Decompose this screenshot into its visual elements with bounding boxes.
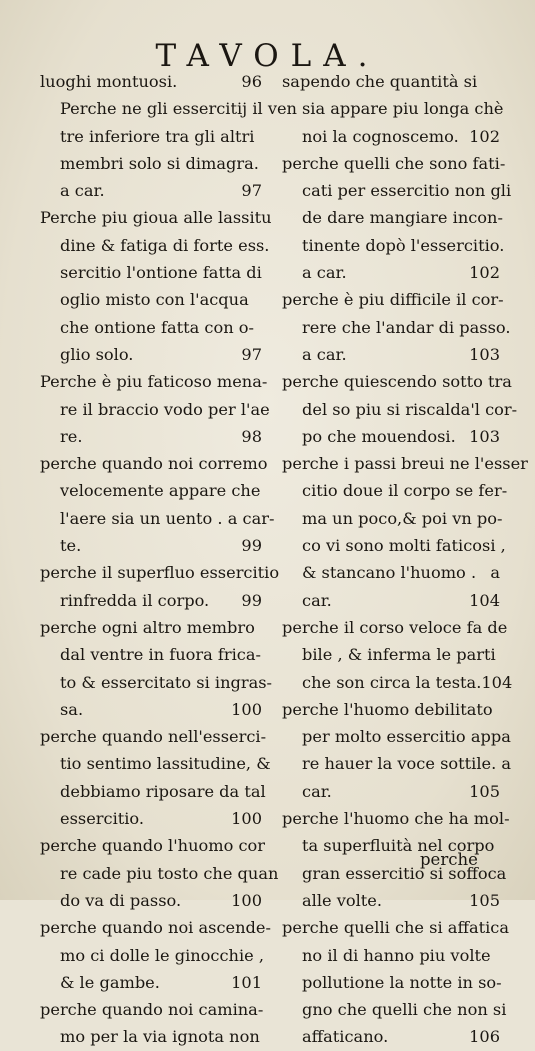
page-number: 102 [469, 126, 500, 146]
entry-text: luoghi montuosi. [40, 72, 178, 91]
entry-text: te. [60, 536, 82, 556]
entry-text: perche quiescendo sotto tra [282, 372, 512, 392]
index-entry-line [282, 559, 504, 586]
entry-text: Perche è piu faticoso mena- [40, 372, 268, 392]
index-entry-line [40, 969, 266, 996]
index-entry-line [282, 778, 504, 805]
index-entry-line [282, 750, 512, 777]
entry-text: perche l'huomo debilitato [282, 699, 493, 719]
index-entry-line [282, 532, 504, 559]
index-entry-line [40, 477, 266, 504]
index-entry-line [40, 314, 266, 341]
index-entry-line [40, 914, 271, 941]
index-entry-line [282, 696, 504, 723]
entry-text: bile , & inferma le parti [302, 645, 496, 665]
entry-text: perche quelli che sono fati- [282, 153, 506, 173]
index-entry-line [40, 123, 266, 150]
entry-text: perche quando noi corremo [40, 454, 268, 474]
entry-text: ta superfluità nel corpo [302, 836, 495, 856]
index-entry-line [40, 95, 297, 122]
entry-text: re hauer la voce sottile. a [302, 754, 512, 774]
index-entry-line [282, 969, 504, 996]
index-entry-line [282, 123, 504, 150]
index-entry-line [282, 1023, 504, 1050]
entry-text: & le gambe. [60, 972, 160, 992]
page-number: 97 [241, 344, 262, 364]
page-number: 105 [469, 781, 500, 801]
entry-text: gno che quelli che non si [302, 1000, 507, 1020]
entry-text: car. [302, 590, 332, 610]
entry-text: debbiamo riposare da tal [60, 781, 266, 801]
index-entry-line [282, 95, 504, 122]
entry-text: alle volte. [302, 890, 383, 910]
entry-text: sa. [60, 699, 84, 719]
entry-text: & stancano l'huomo . [302, 563, 477, 583]
index-entry-line [40, 177, 266, 204]
index-entry-line [282, 942, 504, 969]
index-entry-line [282, 587, 504, 614]
index-entry-line [40, 559, 280, 586]
entry-text: oglio misto con l'acqua [60, 290, 249, 310]
entry-text: no il di hanno piu volte [302, 945, 491, 965]
index-entry-line [282, 368, 512, 395]
index-entry-line [282, 996, 507, 1023]
index-entry-line [282, 150, 504, 177]
entry-text: citio doue il corpo se fer- [302, 481, 508, 501]
index-entry-line [282, 450, 528, 477]
index-entry-line [40, 696, 266, 723]
index-entry-line [282, 341, 504, 368]
entry-text: l'aere sia un uento . a car- [60, 508, 275, 528]
index-entry-line [40, 887, 266, 914]
entry-text: po che mouendosi. [302, 426, 456, 446]
entry-text: Perche ne gli essercitij il ven [60, 99, 297, 119]
index-entry-line [282, 314, 511, 341]
entry-text: sia appare piu longa chè [302, 99, 504, 119]
entry-text: a car. [60, 181, 105, 201]
index-entry-line [40, 750, 271, 777]
entry-text: car. [302, 781, 332, 801]
index-entry-line [282, 914, 509, 941]
page-heading: TAVOLA. [155, 38, 380, 74]
entry-text: che ontione fatta con o- [60, 317, 255, 337]
index-entry-line [40, 150, 266, 177]
index-entry-line [282, 423, 504, 450]
page-number: 98 [241, 426, 262, 446]
index-entry-line [282, 669, 513, 696]
index-entry-line [282, 641, 504, 668]
entry-text: essercitio. [60, 809, 145, 829]
entry-text: rere che l'andar di passo. [302, 317, 511, 337]
entry-text: velocemente appare che [60, 481, 261, 501]
index-entry-line [282, 805, 510, 832]
entry-text: perche i passi breui ne l'esser [282, 454, 528, 474]
entry-text: glio solo. [60, 344, 134, 364]
index-entry-line [40, 942, 266, 969]
index-entry-line [282, 477, 508, 504]
index-entry-line [282, 177, 512, 204]
index-entry-line [282, 286, 504, 313]
index-entry-line [40, 669, 273, 696]
page-number: 100 [231, 890, 262, 910]
index-entry-line [282, 887, 504, 914]
index-entry-line [40, 805, 266, 832]
page-number: a [490, 563, 500, 583]
entry-text: perche è piu difficile il cor- [282, 290, 504, 310]
entry-text: perche l'huomo che ha mol- [282, 809, 510, 829]
entry-text: re cade piu tosto che quan [60, 863, 279, 883]
entry-text: che son circa la testa. [302, 672, 482, 692]
page-number: 100 [231, 809, 262, 829]
index-entry-line [40, 614, 266, 641]
entry-text: membri solo si dimagra. [60, 153, 259, 173]
index-entry-line [40, 450, 266, 477]
entry-text: sapendo che quantità si [282, 72, 478, 91]
entry-text: mo per la via ignota non [60, 1027, 260, 1047]
entry-text: perche quando nell'esserci- [40, 727, 267, 747]
entry-text: co vi sono molti faticosi , [302, 536, 506, 556]
index-entry-line [40, 341, 266, 368]
index-entry-line [40, 505, 275, 532]
entry-text: a car. [302, 263, 347, 283]
entry-text: perche quando l'huomo cor [40, 836, 266, 856]
entry-text: to & essercitato si ingras- [60, 672, 273, 692]
page-number: 103 [469, 344, 500, 364]
index-entry-line [40, 423, 266, 450]
left-column [40, 68, 297, 1051]
entry-text: Perche piu gioua alle lassitu [40, 208, 272, 228]
page-number: 102 [469, 263, 500, 283]
entry-text: dine & fatiga di forte ess. [60, 235, 270, 255]
page-number: 99 [241, 590, 262, 610]
index-entry-line [40, 1023, 266, 1050]
entry-text: do va di passo. [60, 890, 182, 910]
index-entry-line [40, 996, 266, 1023]
entry-text: tio sentimo lassitudine, & [60, 754, 271, 774]
right-column [282, 68, 528, 1051]
index-entry-line [282, 259, 504, 286]
entry-text: re il braccio vodo per l'ae [60, 399, 270, 419]
page-number: 104 [469, 590, 500, 610]
entry-text: tre inferiore tra gli altri [60, 126, 255, 146]
page-number: 105 [469, 890, 500, 910]
index-entry-line [40, 587, 266, 614]
index-entry-line [282, 232, 504, 259]
entry-text: per molto essercitio appa [302, 727, 511, 747]
index-entry-line [40, 532, 266, 559]
entry-text: pollutione la notte in so- [302, 972, 502, 992]
index-entry-line [40, 778, 266, 805]
index-entry-line [40, 723, 266, 750]
entry-text: sercitio l'ontione fatta di [60, 263, 262, 283]
index-entry-line [282, 396, 518, 423]
entry-text: perche quando noi ascende- [40, 918, 271, 938]
entry-text: a car. [302, 344, 347, 364]
entry-text: perche quelli che si affatica [282, 918, 509, 938]
entry-text: del so piu si riscalda'l cor- [302, 399, 518, 419]
entry-text: de dare mangiare incon- [302, 208, 503, 228]
page-number: 106 [469, 1027, 500, 1047]
entry-text: gran essercitio si soffoca [302, 863, 507, 883]
catchword: perche [420, 850, 478, 869]
page-number: 100 [231, 699, 262, 719]
entry-text: dal ventre in fuora frica- [60, 645, 261, 665]
index-entry-line [40, 396, 270, 423]
index-entry-line [40, 232, 270, 259]
entry-text: tinente dopò l'essercitio. [302, 235, 505, 255]
page-number: 104 [481, 672, 513, 692]
page-number: 97 [241, 181, 262, 201]
index-entry-line [40, 832, 266, 859]
entry-text: mo ci dolle le ginocchie , [60, 945, 265, 965]
index-entry-line [282, 505, 504, 532]
index-entry-line [282, 723, 511, 750]
entry-text: re. [60, 426, 83, 446]
index-entry-line [40, 259, 266, 286]
index-entry-line [40, 204, 272, 231]
entry-text: perche il superfluo essercitio [40, 563, 280, 583]
index-entry-line [40, 368, 266, 395]
index-entry-line [40, 286, 266, 313]
index-entry-line [40, 68, 266, 95]
index-entry-line [40, 860, 279, 887]
index-entry-line [282, 68, 504, 95]
page-number: 96 [241, 72, 262, 91]
entry-text: perche il corso veloce fa de [282, 617, 508, 637]
entry-text: affaticano. [302, 1027, 389, 1047]
entry-text: rinfredda il corpo. [60, 590, 210, 610]
page-number: 101 [231, 972, 262, 992]
entry-text: perche quando noi camina- [40, 1000, 264, 1020]
index-entry-line [40, 641, 266, 668]
entry-text: perche ogni altro membro [40, 617, 255, 637]
index-entry-line [282, 204, 504, 231]
page-number: 99 [241, 536, 262, 556]
page-number: 103 [469, 426, 500, 446]
entry-text: cati per essercitio non gli [302, 181, 512, 201]
index-entry-line [282, 614, 508, 641]
entry-text: noi la cognoscemo. [302, 126, 459, 146]
entry-text: ma un poco,& poi vn po- [302, 508, 503, 528]
